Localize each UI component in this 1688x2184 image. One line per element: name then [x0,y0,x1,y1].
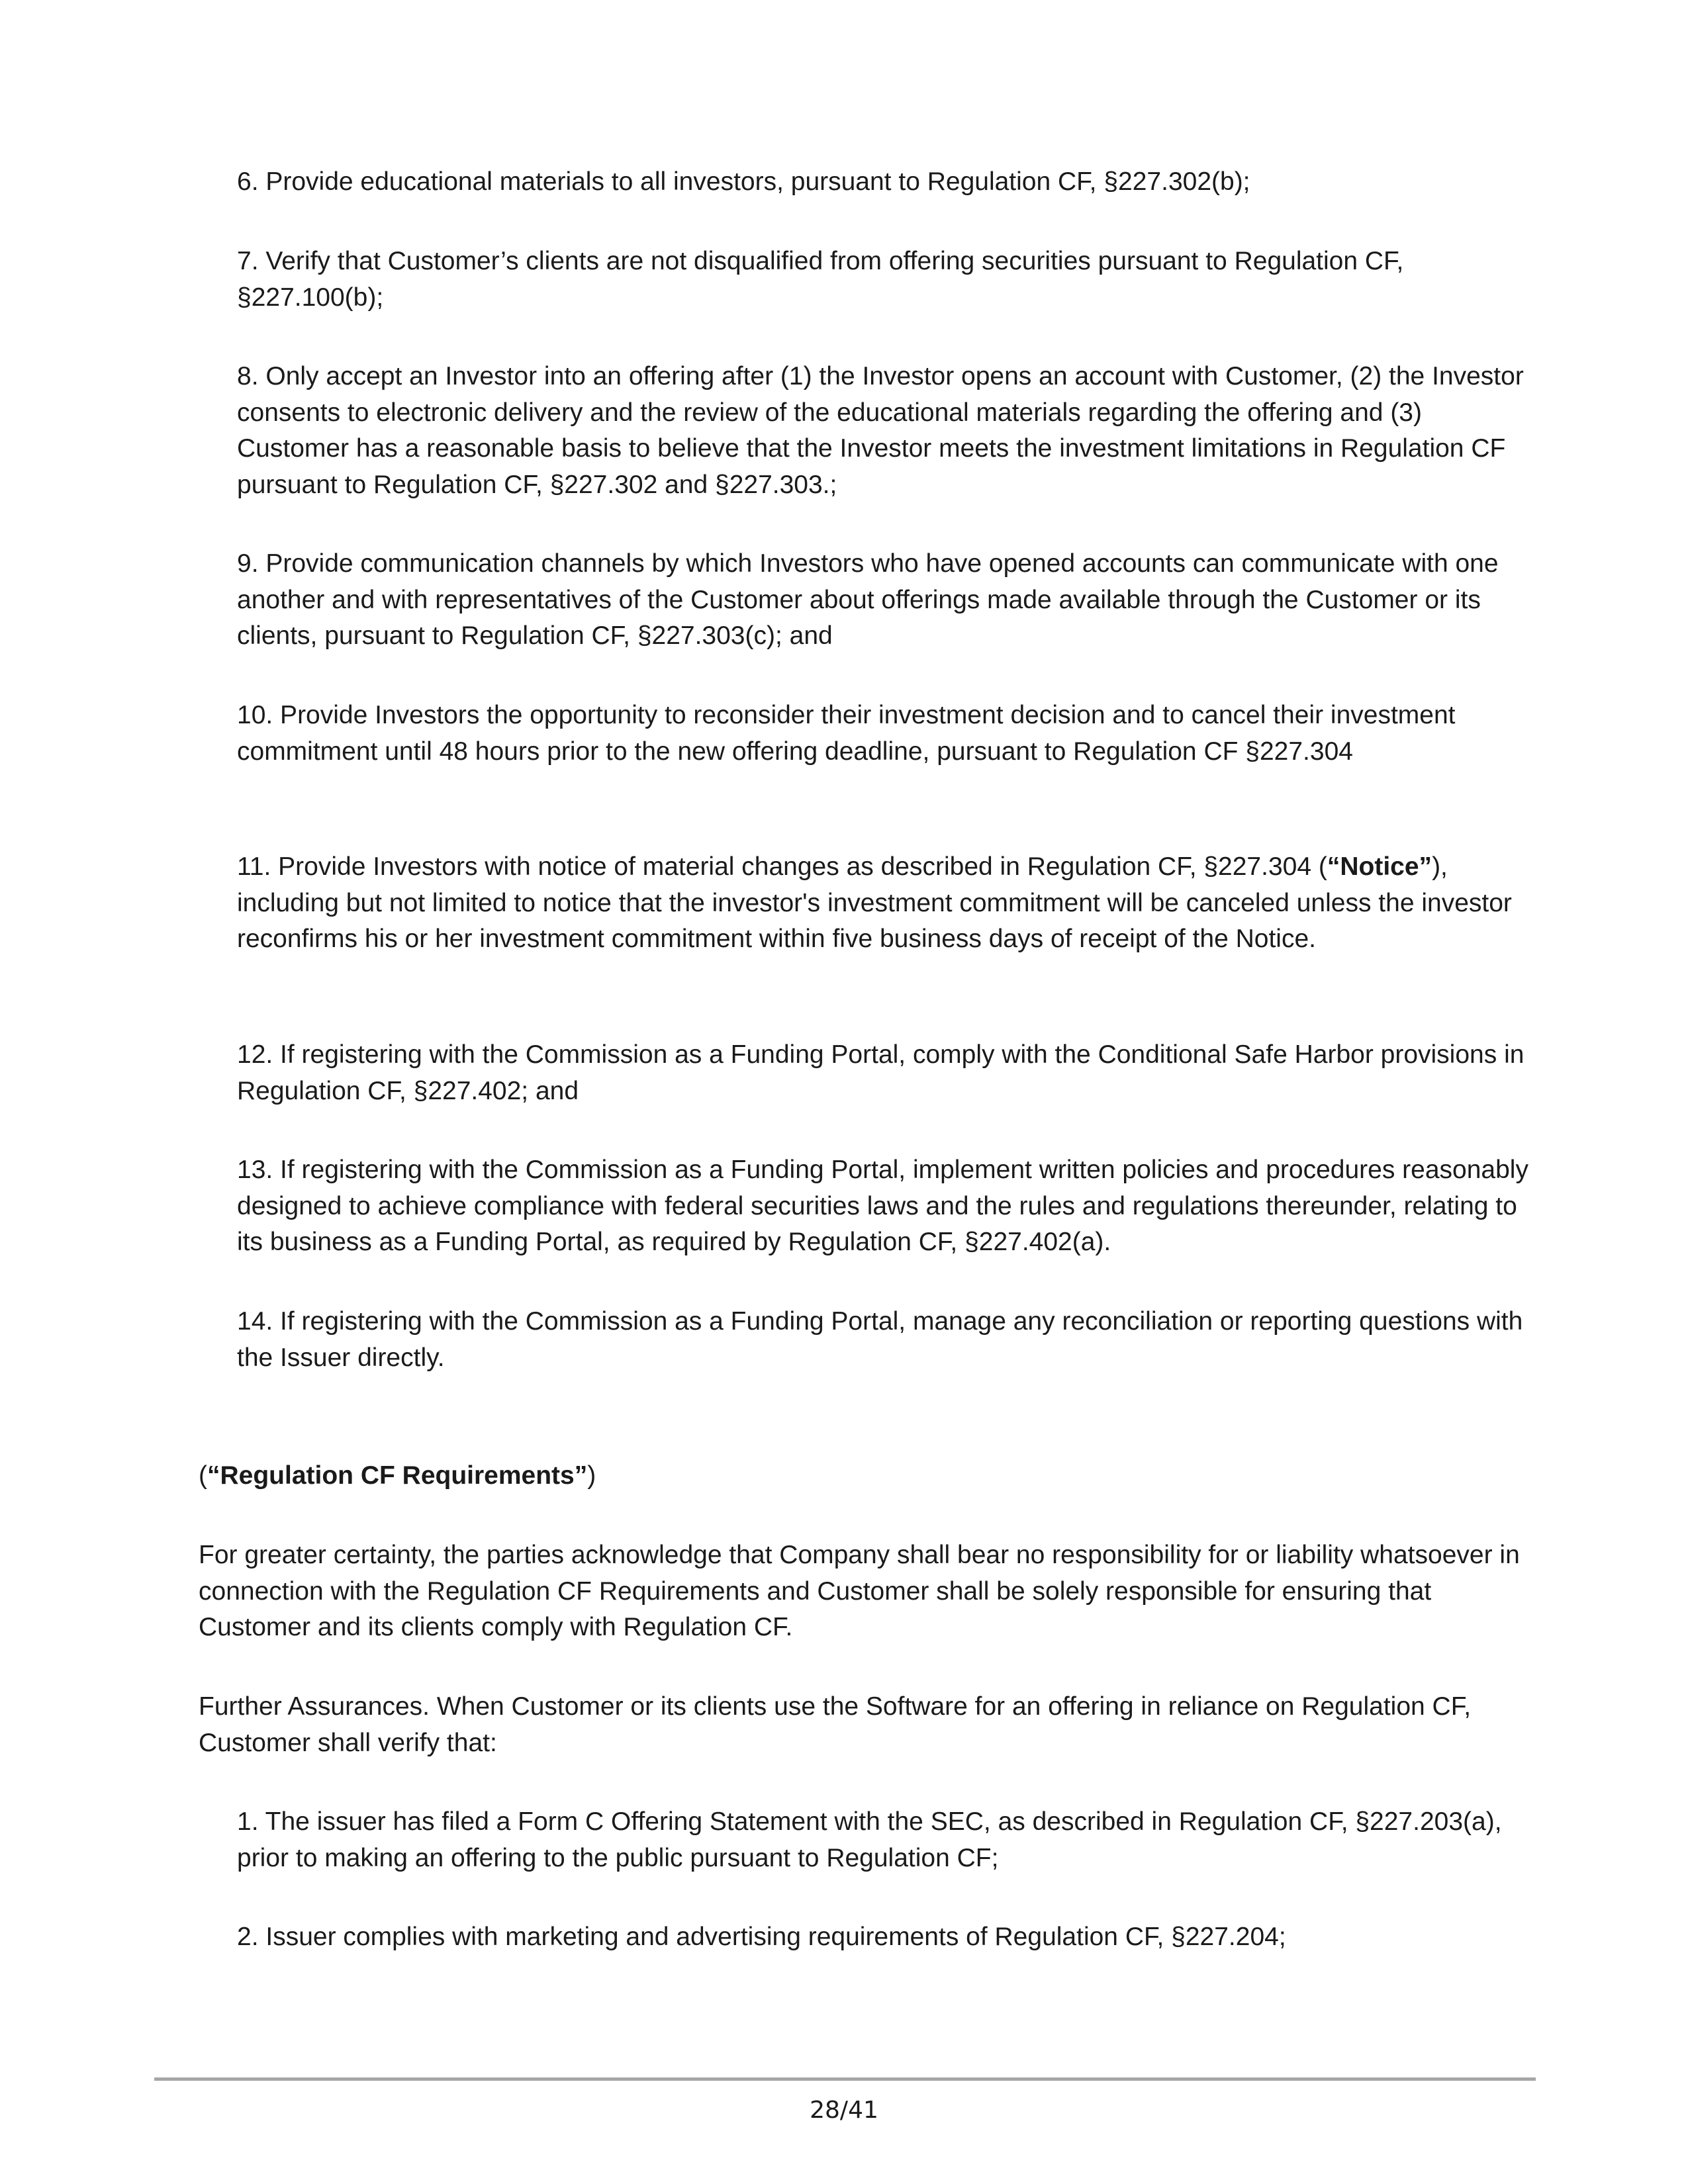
list-item-7: 7. Verify that Customer’s clients are not disqualified from offering securities pursuant to Regulation CF, §227.100(b); [237,247,1404,312]
list-item-13: 13. If registering with the Commission as a Funding Portal, implement written policies and procedures reasonably designed to achieve compliance with federal securities laws and the rules and regulations thereunder, relating to its business as a Funding Portal, as required by Regulation CF, §227.402(a). [237,1156,1528,1256]
list-item-14: 14. If registering with the Commission as a Funding Portal, manage any reconciliation or reporting questions with the Issuer directly. [237,1307,1523,1372]
footer-divider [154,2077,1536,2081]
regulation-cf-requirements-term: “Regulation CF Requirements” [207,1461,588,1490]
verify-item-2: 2. Issuer complies with marketing and advertising requirements of Regulation CF, §227.204; [237,1923,1286,1951]
page-number: 28/41 [810,2097,878,2124]
definition-heading: (“Regulation CF Requirements”) [199,1461,596,1490]
verify-item-1: 1. The issuer has filed a Form C Offering Statement with the SEC, as described in Regulation CF, §227.203(a), prior to making an offering to the public pursuant to Regulation CF; [237,1807,1502,1872]
certainty-paragraph: For greater certainty, the parties acknowledge that Company shall bear no responsibility for or liability whatsoever in connection with the Regulation CF Requirements and Customer shall be solely responsible for ensuring that Customer and its clients comply with Regulation CF. [199,1541,1520,1641]
list-item-6: 6. Provide educational materials to all investors, pursuant to Regulation CF, §227.302(b); [237,167,1250,196]
list-item-10: 10. Provide Investors the opportunity to reconsider their investment decision and to cancel their investment commitment until 48 hours prior to the new offering deadline, pursuant to Regulation CF §227.304 [237,701,1456,766]
list-item-8: 8. Only accept an Investor into an offering after (1) the Investor opens an account with Customer, (2) the Investor consents to electronic delivery and the review of the educational materials regarding the offering and (3) Customer has a reasonable basis to believe that the Investor meets the investment limitations in Regulation CF pursuant to Regulation CF, §227.302 and §227.303.; [237,362,1524,499]
list-item-11-suffix: ), including but not limited to notice that the investor's investment commitment will be canceled unless the investor reconfirms his or her investment commitment within five business days of receipt of the Notice. [237,852,1512,953]
further-assurances-paragraph: Further Assurances. When Customer or its clients use the Software for an offering in reliance on Regulation CF, Customer shall verify that: [199,1692,1472,1757]
list-item-12: 12. If registering with the Commission as a Funding Portal, comply with the Conditional Safe Harbor provisions in Regulation CF, §227.402; and [237,1040,1524,1105]
list-item-9: 9. Provide communication channels by which Investors who have opened accounts can communicate with one another and with representatives of the Customer about offerings made available through the Customer or its clients, pursuant to Regulation CF, §227.303(c); and [237,549,1499,650]
list-item-11-prefix: 11. Provide Investors with notice of material changes as described in Regulation CF, §227.304 ( [237,852,1327,881]
list-item-11 [237,849,1534,958]
notice-term: “Notice” [1327,852,1432,881]
